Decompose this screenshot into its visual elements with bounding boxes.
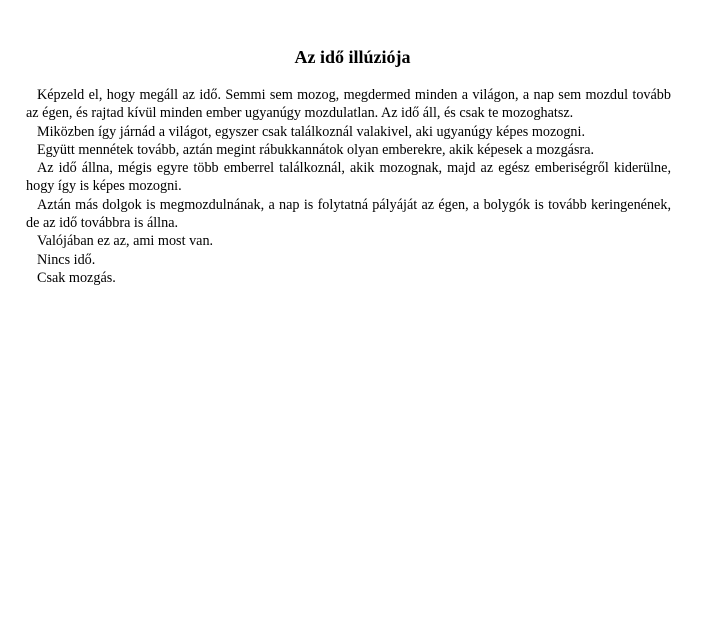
- paragraph: Az idő állna, mégis egyre több emberrel találkoznál, akik mozognak, majd az egész emberiségről kiderülne, hogy így is képes mozogni.: [26, 160, 671, 195]
- document-body: [26, 86, 671, 287]
- document-title: Az idő illúziója: [294, 47, 411, 67]
- paragraph: Aztán más dolgok is megmozdulnának, a nap is folytatná pályáját az égen, a bolygók is tovább keringenének, de az idő továbbra is állna.: [26, 196, 671, 232]
- paragraph: Valójában ez az, ami most van.: [37, 233, 214, 250]
- paragraph: Nincs idő.: [37, 251, 96, 268]
- paragraph: Együtt mennétek tovább, aztán megint rábukkannátok olyan emberekre, akik képesek a mozgásra.: [37, 141, 595, 158]
- paragraph: Csak mozgás.: [37, 269, 116, 286]
- paragraph: Képzeld el, hogy megáll az idő. Semmi sem mozog, megdermed minden a világon, a nap sem mozdul tovább az égen, és rajtad kívül minden ember ugyanúgy mozdulatlan. Az idő áll, és csak te mozoghatsz.: [26, 87, 671, 122]
- paragraph: Miközben így járnád a világot, egyszer csak találkoznál valakivel, aki ugyanúgy képes mozogni.: [37, 123, 586, 140]
